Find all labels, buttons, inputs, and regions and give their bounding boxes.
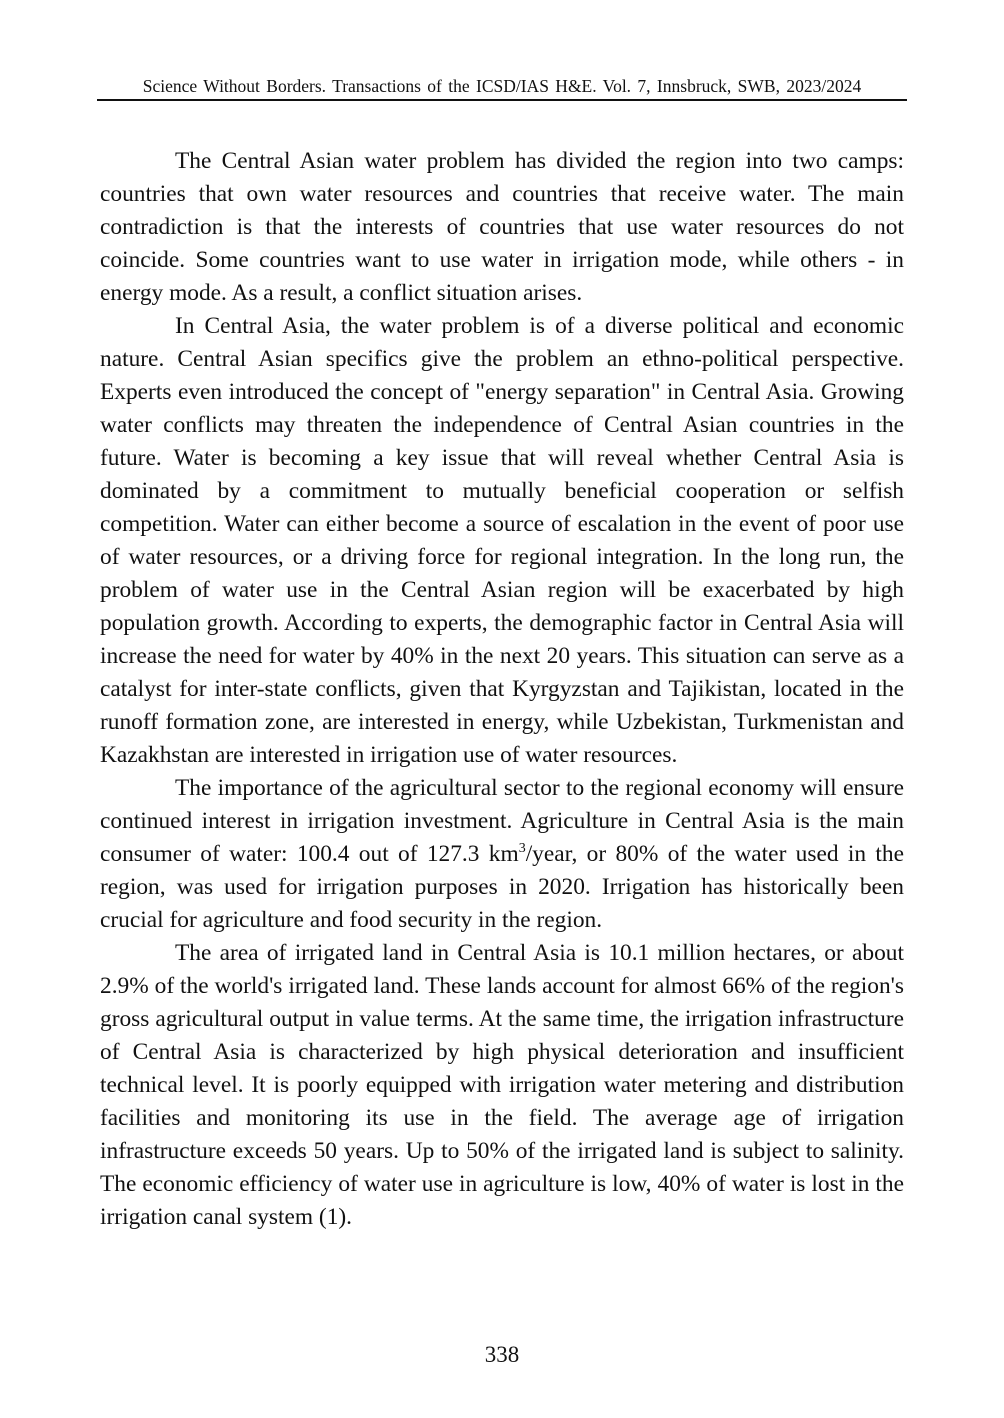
page-number: 338 xyxy=(484,1342,520,1367)
paragraph-irrigated-land: The area of irrigated land in Central Asia is 10.1 million hectares, or about 2.9% of the world's irrigated land. These lands account for almost 66% of the region's gross agricultural output in value terms. At the same time, the irrigation infrastructure of Central Asia is characterized by high physical deterioration and insufficient technical level. It is poorly equipped with irrigation water metering and distribution facilities and monitoring its use in the field. The average age of irrigation infrastructure exceeds 50 years. Up to 50% of the irrigated land is subject to salinity. The economic efficiency of water use in agriculture is low, 40% of water is lost in the irrigation canal system (1). xyxy=(100,940,904,1230)
paragraph-political-economic-nature: In Central Asia, the water problem is of a diverse political and economic nature. Central Asian specifics give the problem an ethno-political perspective. Experts even introduced the concept of "energy separation" in Central Asia. Growing water conflicts may threaten the independence of Central Asian countries in the future. Water is becoming a key issue that will reveal whether Central Asia is dominated by a commitment to mutually beneficial cooperation or selfish competition. Water can either become a source of escalation in the event of poor use of water resources, or a driving force for regional integration. In the long run, the problem of water use in the Central Asian region will be exacerbated by high population growth. According to experts, the demographic factor in Central Asia will increase the need for water by 40% in the next 20 years. This situation can serve as a catalyst for inter-state conflicts, given that Kyrgyzstan and Tajikistan, located in the runoff formation zone, are interested in energy, while Uzbekistan, Turkmenistan and Kazakhstan are interested in irrigation use of water resources. xyxy=(100,313,904,768)
paragraph-agricultural-sector xyxy=(100,772,904,937)
article-body xyxy=(100,145,904,1234)
running-header-title: Science Without Borders. Transactions of the ICSD/IAS H&E. Vol. 7, Innsbruck, SWB, 2023/2024 xyxy=(142,76,862,96)
cubic-superscript: 3 xyxy=(518,841,526,857)
paragraph-agricultural-sector-text-end: /year, or 80% of the water used in the region, was used for irrigation purposes in 2020. Irrigation has historically been crucial for agriculture and food security in the region. xyxy=(100,841,904,933)
paragraph-water-problem-camps: The Central Asian water problem has divided the region into two camps: countries that own water resources and countries that receive water. The main contradiction is that the interests of countries that use water resources do not coincide. Some countries want to use water in irrigation mode, while others - in energy mode. As a result, a conflict situation arises. xyxy=(100,148,904,306)
running-header xyxy=(97,76,907,101)
paragraph-agricultural-sector-text-start: The importance of the agricultural sector to the regional economy will ensure continued interest in irrigation investment. Agriculture in Central Asia is the main consumer of water: 100.4 out of 127.3 km xyxy=(100,775,904,867)
